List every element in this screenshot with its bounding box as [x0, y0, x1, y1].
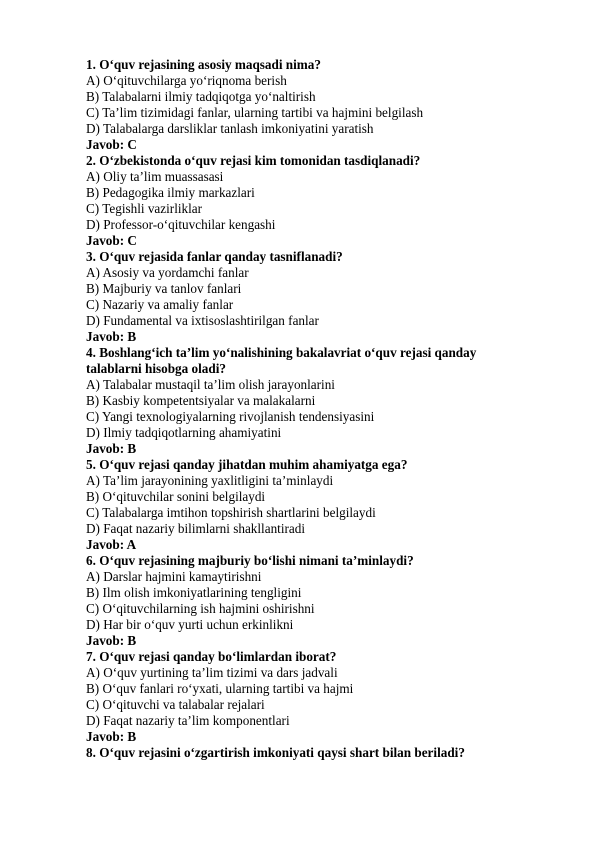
question-block	[86, 553, 526, 649]
answer-option: A) Talabalar mustaqil ta’lim olish jarayonlarini	[86, 377, 335, 392]
correct-answer: Javob: B	[86, 729, 137, 744]
correct-answer: Javob: C	[86, 137, 137, 152]
answer-option: A) Asosiy va yordamchi fanlar	[86, 265, 249, 280]
answer-option: C) Nazariy va amaliy fanlar	[86, 297, 234, 312]
answer-option: B) O‘quv fanlari ro‘yxati, ularning tartibi va hajmi	[86, 681, 354, 696]
question-block	[86, 745, 526, 761]
answer-option: B) Kasbiy kompetentsiyalar va malakalarni	[86, 393, 316, 408]
answer-option: C) Ta’lim tizimidagi fanlar, ularning tartibi va hajmini belgilash	[86, 105, 424, 120]
correct-answer: Javob: C	[86, 233, 137, 248]
question-text: 5. O‘quv rejasi qanday jihatdan muhim ahamiyatga ega?	[86, 457, 408, 472]
question-text: 2. O‘zbekistonda o‘quv rejasi kim tomonidan tasdiqlanadi?	[86, 153, 421, 168]
answer-option: D) Har bir o‘quv yurti uchun erkinlikni	[86, 617, 294, 632]
answer-option: C) O‘qituvchi va talabalar rejalari	[86, 697, 265, 712]
answer-option: C) Talabalarga imtihon topshirish shartlarini belgilaydi	[86, 505, 376, 520]
answer-option: D) Ilmiy tadqiqotlarning ahamiyatini	[86, 425, 282, 440]
answer-option: B) Pedagogika ilmiy markazlari	[86, 185, 255, 200]
question-block	[86, 249, 526, 345]
answer-option: A) Darslar hajmini kamaytirishni	[86, 569, 262, 584]
answer-option: A) O‘qituvchilarga yo‘riqnoma berish	[86, 73, 287, 88]
answer-option: D) Fundamental va ixtisoslashtirilgan fanlar	[86, 313, 319, 328]
answer-option: B) Majburiy va tanlov fanlari	[86, 281, 242, 296]
correct-answer: Javob: B	[86, 441, 137, 456]
answer-option: C) O‘qituvchilarning ish hajmini oshirishni	[86, 601, 315, 616]
answer-option: D) Talabalarga darsliklar tanlash imkoniyatini yaratish	[86, 121, 374, 136]
question-text: 4. Boshlang‘ich ta’lim yo‘nalishining bakalavriat o‘quv rejasi qanday talablarni hisobga oladi?	[86, 345, 477, 376]
question-text: 8. O‘quv rejasini o‘zgartirish imkoniyati qaysi shart bilan beriladi?	[86, 745, 465, 760]
answer-option: D) Professor-o‘qituvchilar kengashi	[86, 217, 276, 232]
question-text: 1. O‘quv rejasining asosiy maqsadi nima?	[86, 57, 321, 72]
answer-option: A) O‘quv yurtining ta’lim tizimi va dars jadvali	[86, 665, 338, 680]
answer-option: C) Tegishli vazirliklar	[86, 201, 203, 216]
answer-option: D) Faqat nazariy ta’lim komponentlari	[86, 713, 290, 728]
answer-option: A) Ta’lim jarayonining yaxlitligini ta’minlaydi	[86, 473, 334, 488]
question-block	[86, 345, 526, 457]
question-block	[86, 457, 526, 553]
answer-option: A) Oliy ta’lim muassasasi	[86, 169, 224, 184]
answer-option: B) O‘qituvchilar sonini belgilaydi	[86, 489, 266, 504]
correct-answer: Javob: B	[86, 329, 137, 344]
document-page	[86, 57, 526, 761]
question-text: 6. O‘quv rejasining majburiy bo‘lishi nimani ta’minlaydi?	[86, 553, 414, 568]
question-block	[86, 57, 526, 153]
answer-option: D) Faqat nazariy bilimlarni shakllantiradi	[86, 521, 305, 536]
answer-option: B) Talabalarni ilmiy tadqiqotga yo‘naltirish	[86, 89, 316, 104]
question-text: 3. O‘quv rejasida fanlar qanday tasniflanadi?	[86, 249, 343, 264]
question-block	[86, 649, 526, 745]
correct-answer: Javob: B	[86, 633, 137, 648]
question-text: 7. O‘quv rejasi qanday bo‘limlardan iborat?	[86, 649, 337, 664]
correct-answer: Javob: A	[86, 537, 137, 552]
answer-option: C) Yangi texnologiyalarning rivojlanish tendensiyasini	[86, 409, 375, 424]
question-block	[86, 153, 526, 249]
answer-option: B) Ilm olish imkoniyatlarining tengligini	[86, 585, 302, 600]
